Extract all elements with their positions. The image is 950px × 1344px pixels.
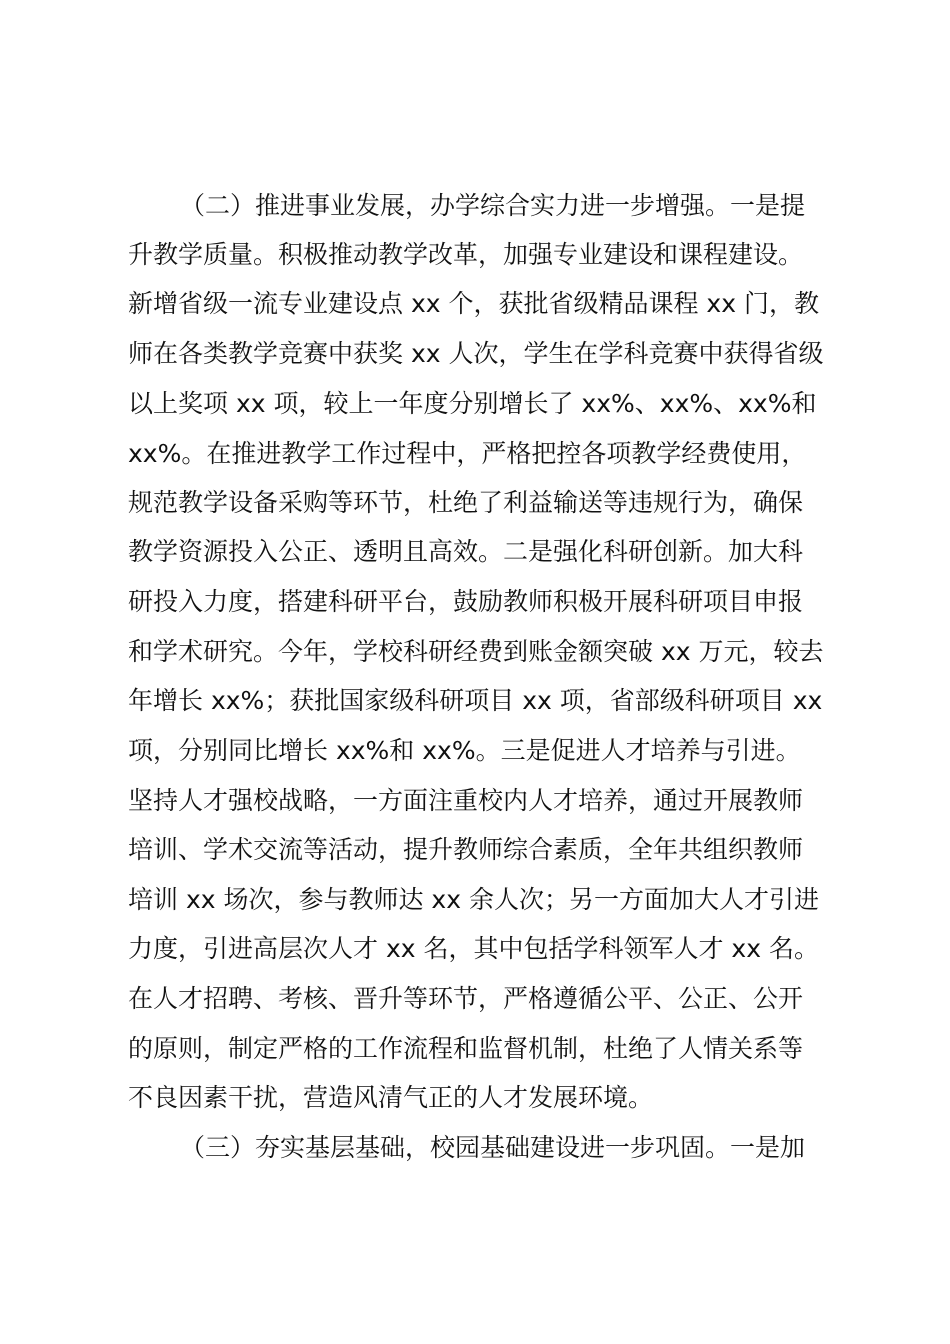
paragraph-2-line-14: 培训、学术交流等活动，提升教师综合素质，全年共组织教师 <box>128 835 804 864</box>
paragraph-2-line-6: xx%。在推进教学工作过程中，严格把控各项教学经费使用， <box>128 439 807 468</box>
paragraph-2-line-11: 年增长 xx%；获批国家级科研项目 xx 项，省部级科研项目 xx <box>128 686 823 715</box>
paragraph-2-line-13: 坚持人才强校战略，一方面注重校内人才培养，通过开展教师 <box>128 786 804 815</box>
paragraph-2-line-17: 在人才招聘、考核、晋升等环节，严格遵循公平、公正、公开 <box>128 984 804 1013</box>
paragraph-2-line-2: 升教学质量。积极推动教学改革，加强专业建设和课程建设。 <box>128 240 804 269</box>
paragraph-3-line-1: （三）夯实基层基础，校园基础建设进一步巩固。一是加 <box>180 1133 806 1162</box>
paragraph-2-line-18: 的原则，制定严格的工作流程和监督机制，杜绝了人情关系等 <box>128 1034 804 1063</box>
paragraph-2-line-3: 新增省级一流专业建设点 xx 个，获批省级精品课程 xx 门，教 <box>128 289 819 318</box>
paragraph-2-line-12: 项，分别同比增长 xx%和 xx%。三是促进人才培养与引进。 <box>128 736 801 765</box>
paragraph-2-line-9: 研投入力度，搭建科研平台，鼓励教师积极开展科研项目申报 <box>128 587 804 616</box>
paragraph-2-line-16: 力度，引进高层次人才 xx 名，其中包括学科领军人才 xx 名。 <box>128 934 819 963</box>
paragraph-2-line-1: （二）推进事业发展，办学综合实力进一步增强。一是提 <box>180 191 806 220</box>
paragraph-2-line-8: 教学资源投入公正、透明且高效。二是强化科研创新。加大科 <box>128 537 804 566</box>
paragraph-2-line-7: 规范教学设备采购等环节，杜绝了利益输送等违规行为，确保 <box>128 488 804 517</box>
paragraph-2-line-15: 培训 xx 场次，参与教师达 xx 余人次；另一方面加大人才引进 <box>128 885 819 914</box>
paragraph-2-line-4: 师在各类教学竞赛中获奖 xx 人次，学生在学科竞赛中获得省级 <box>128 339 824 368</box>
paragraph-2-line-10: 和学术研究。今年，学校科研经费到账金额突破 xx 万元，较去 <box>128 637 824 666</box>
paragraph-2-line-5: 以上奖项 xx 项，较上一年度分别增长了 xx%、xx%、xx%和 <box>128 389 817 418</box>
paragraph-2-line-19: 不良因素干扰，营造风清气正的人才发展环境。 <box>128 1083 654 1112</box>
